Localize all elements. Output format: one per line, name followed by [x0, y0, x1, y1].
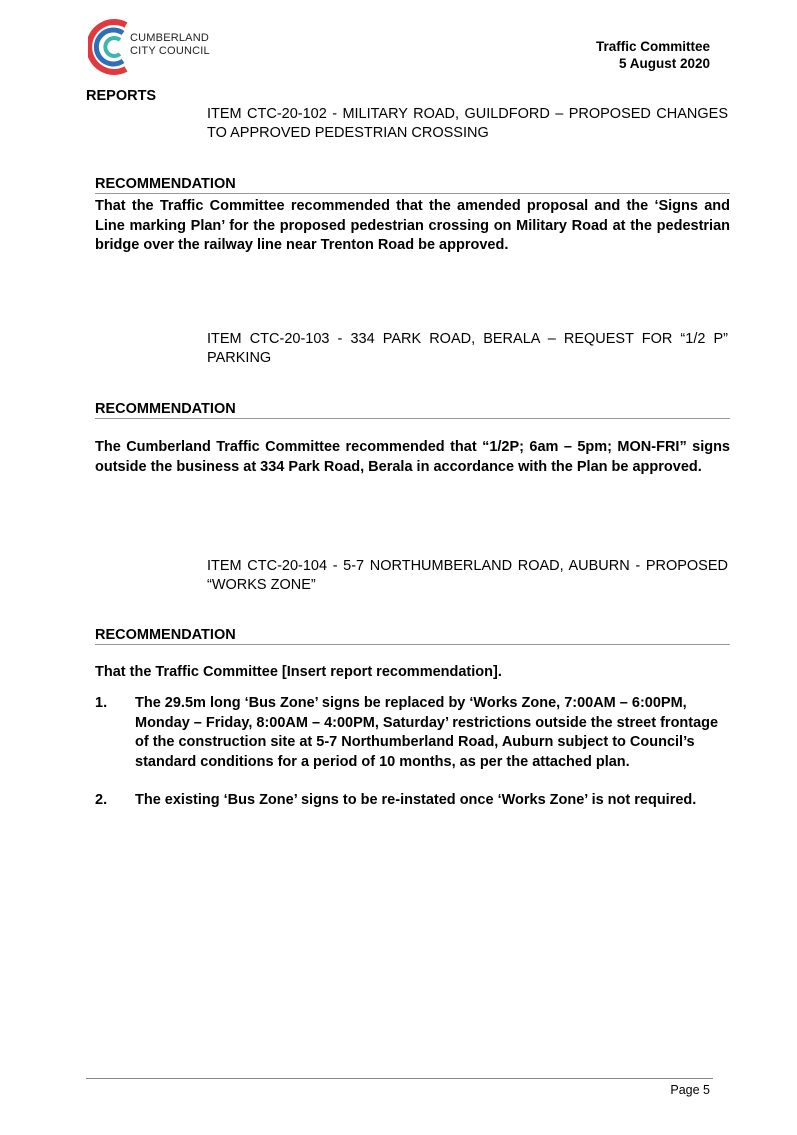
recommendation-heading: RECOMMENDATION: [95, 627, 730, 645]
recommendation-text: That the Traffic Committee recommended that the amended proposal and the ‘Signs and Line marking Plan’ for the proposed pedestrian crossing on Military Road at the pedestrian bridge over the railway line near Trenton Road be approved.: [95, 198, 730, 253]
footer-rule: [86, 1078, 713, 1079]
list-text: The existing ‘Bus Zone’ signs to be re-instated once ‘Works Zone’ is not required.: [135, 792, 697, 808]
committee-name: Traffic Committee: [595, 39, 710, 54]
list-item: [95, 791, 730, 811]
list-number: 2.: [95, 792, 108, 808]
recommendation-heading: RECOMMENDATION: [95, 176, 730, 194]
recommendation-intro: That the Traffic Committee [Insert report recommendation].: [95, 664, 502, 680]
logo-line-1: CUMBERLAND: [130, 32, 210, 44]
item-title: ITEM CTC-20-102 - MILITARY ROAD, GUILDFORD – PROPOSED CHANGES TO APPROVED PEDESTRIAN CROSSING: [207, 106, 728, 141]
logo-line-2: CITY COUNCIL: [130, 45, 210, 57]
section-label: REPORTS: [86, 88, 157, 104]
logo-wordmark: [130, 32, 210, 58]
list-number: 1.: [95, 695, 108, 711]
meeting-date: 5 August 2020: [618, 56, 710, 71]
page-number: Page 5: [670, 1083, 710, 1097]
item-title: ITEM CTC-20-104 - 5-7 NORTHUMBERLAND ROAD, AUBURN - PROPOSED “WORKS ZONE”: [207, 558, 728, 593]
recommendation-text: The Cumberland Traffic Committee recommended that “1/2P; 6am – 5pm; MON-FRI” signs outside the business at 334 Park Road, Berala in accordance with the Plan be approved.: [95, 439, 730, 475]
list-item: [95, 694, 730, 772]
list-text: The 29.5m long ‘Bus Zone’ signs be replaced by ‘Works Zone, 7:00AM – 6:00PM, Monday – Friday, 8:00AM – 4:00PM, Saturday’ restrictions outside the street frontage of the construction site at 5-7 Northumberland Road, Auburn subject to Council’s standard conditions for a period of 10 months, as per the attached plan.: [135, 695, 719, 770]
header-meta: [596, 38, 710, 72]
recommendation-list: [95, 694, 730, 830]
recommendation-heading: RECOMMENDATION: [95, 401, 730, 419]
item-title: ITEM CTC-20-103 - 334 PARK ROAD, BERALA – REQUEST FOR “1/2 P” PARKING: [207, 331, 728, 366]
